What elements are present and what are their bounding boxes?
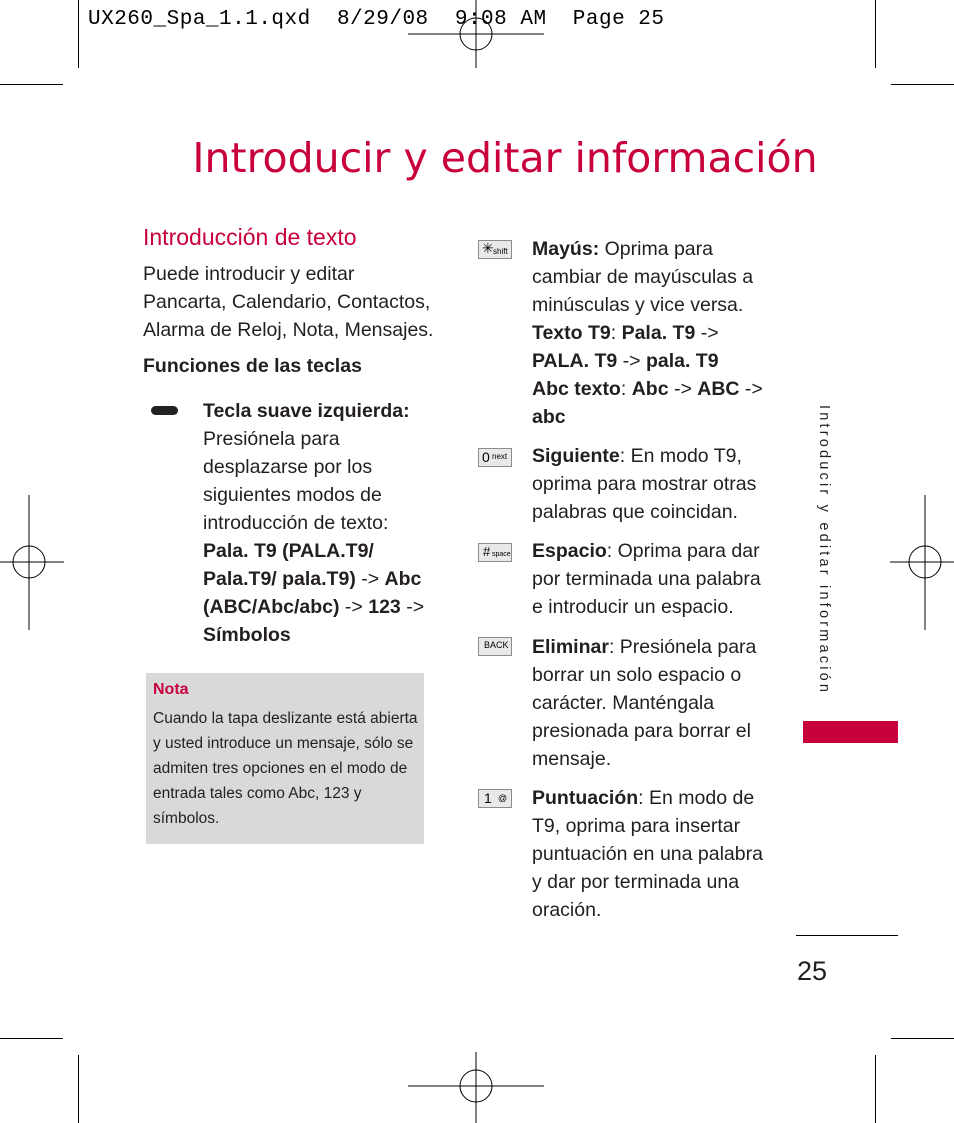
page-number: 25 [797,956,828,986]
colon: : [610,322,622,344]
functions-heading: Funciones de las teclas [143,355,362,377]
mode-t9: Pala. T9 (PALA.T9/ Pala.T9/ pala.T9) [203,540,374,590]
arrow: -> [339,596,369,618]
note-text: Cuando la tapa deslizante está abierta y usted introduce un mensaje, sólo se admiten tres opciones en el modo de entrada tales como Abc, 123 y símbolos. [153,710,418,827]
espacio-text: : Oprima para dar por terminada una palabra e introducir un espacio. [532,540,761,618]
mode-abc: Abc (ABC/Abc/abc) [203,568,422,618]
eliminar-label: Eliminar [532,636,609,658]
arrow: -> [617,350,646,372]
note-heading: Nota [153,681,189,698]
puntuacion-text: : En modo de T9, oprima para insertar puntuación en una palabra y dar por terminada una oración. [532,787,763,921]
puntuacion-description [532,784,772,924]
side-tab-label: Introducir y editar información [816,405,832,696]
puntuacion-label: Puntuación [532,787,639,809]
section-title: Introducción de texto [143,224,357,250]
key-sub: space [492,551,511,558]
arrow: -> [695,322,719,344]
page-number-rule [796,935,898,936]
punctuation-key-icon [478,789,512,808]
siguiente-text: : En modo T9, oprima para mostrar otras palabras que coincidan. [532,445,757,523]
arrow: -> [668,378,698,400]
registration-mark-icon [408,1052,548,1123]
key-main: 0 [482,449,490,465]
note-box [146,673,424,844]
espacio-description [532,537,772,621]
arrow: -> [739,378,763,400]
soft-left-description [203,397,438,649]
abc-mode: abc [532,406,566,428]
t9-mode: PALA. T9 [532,350,618,372]
mayus-line [532,235,772,319]
soft-left-label: Tecla suave izquierda: [203,400,410,422]
intro-paragraph: Puede introducir y editar Pancarta, Calendario, Contactos, Alarma de Reloj, Nota, Mensajes. [143,263,434,341]
page-title: Introducir y editar información [192,134,818,182]
t9-label: Texto T9 [532,322,611,344]
eliminar-text: : Presiónela para borrar un solo espacio o carácter. Manténgala presionada para borrar el mensaje. [532,636,757,770]
crop-mark [875,0,876,68]
espacio-label: Espacio [532,540,607,562]
mayus-label: Mayús: [532,238,600,260]
crop-mark [891,84,954,85]
mayus-description [532,235,772,431]
colon: : [620,378,632,400]
t9-mode: pala. T9 [645,350,719,372]
crop-mark [891,1038,954,1039]
abc-mode: ABC [697,378,740,400]
soft-left-text: Presiónela para desplazarse por los siguientes modos de introducción de texto: [203,428,389,534]
registration-mark-icon [890,495,954,630]
crop-mark [78,1055,79,1123]
next-key-icon [478,448,512,467]
siguiente-description [532,442,772,526]
key-main: BACK [484,640,509,650]
crop-mark [78,0,79,68]
crop-mark [875,1055,876,1123]
eliminar-description [532,633,772,773]
registration-mark-icon [0,495,64,630]
abc-modes [532,375,772,431]
arrow: -> [400,596,425,618]
space-key-icon [478,543,512,562]
t9-modes [532,319,772,375]
mayus-text: Oprima para cambiar de mayúsculas a minúsculas y vice versa. [532,238,754,316]
abc-label: Abc texto [532,378,621,400]
siguiente-label: Siguiente [532,445,620,467]
key-main: # [483,544,491,559]
t9-mode: Pala. T9 [621,322,696,344]
soft-key-icon [151,406,178,415]
key-sub: shift [493,247,508,256]
crop-mark [0,1038,63,1039]
key-main: 1 [484,790,492,806]
registration-mark-icon [408,0,548,70]
file-slug: UX260_Spa_1.1.qxd 8/29/08 9:08 AM Page 25 [88,8,665,31]
crop-mark [0,84,63,85]
mode-symbols: Símbolos [203,624,291,646]
key-main: ✳ [482,240,494,256]
back-key-icon [478,637,512,656]
abc-mode: Abc [631,378,669,400]
side-tab-marker [803,721,898,743]
key-sub: @ [498,793,508,803]
arrow: -> [355,568,385,590]
mode-123: 123 [368,596,401,618]
shift-key-icon [478,240,512,259]
key-sub: next [492,452,508,461]
